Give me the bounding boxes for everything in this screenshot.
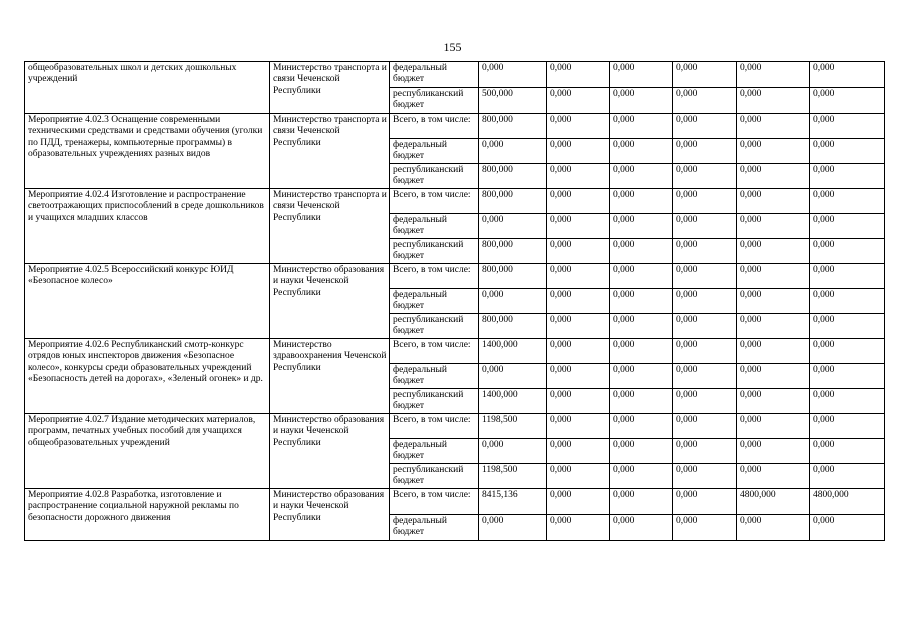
amount-cell: 0,000: [673, 439, 737, 464]
amount-cell: 0,000: [547, 264, 610, 289]
amount-cell: 0,000: [673, 364, 737, 389]
amount-cell: 0,000: [547, 164, 610, 189]
measure-label: общеобразовательных школ и детских дошкольных учреждений: [25, 62, 270, 114]
amount-cell: 4800,000: [810, 489, 885, 515]
funding-source: республиканский бюджет: [390, 464, 479, 489]
amount-cell: 0,000: [673, 515, 737, 541]
amount-cell: 0,000: [610, 264, 673, 289]
amount-cell: 0,000: [673, 214, 737, 239]
amount-cell: 0,000: [810, 439, 885, 464]
amount-cell: 0,000: [610, 88, 673, 114]
amount-cell: 0,000: [737, 414, 810, 439]
amount-cell: 0,000: [810, 515, 885, 541]
amount-cell: 0,000: [810, 414, 885, 439]
amount-cell: 0,000: [547, 464, 610, 489]
amount-cell: 0,000: [737, 289, 810, 314]
amount-cell: 0,000: [673, 139, 737, 164]
amount-cell: 0,000: [737, 364, 810, 389]
amount-cell: 0,000: [610, 62, 673, 88]
executor-cell: Министерство образования и науки Чеченской Республики: [270, 489, 390, 541]
funding-source: Всего, в том числе:: [390, 414, 479, 439]
measure-label: Мероприятие 4.02.4 Изготовление и распространение светоотражающих приспособлений в среде дошкольников и учащихся младших классов: [25, 189, 270, 264]
funding-source: республиканский бюджет: [390, 389, 479, 414]
measure-label: Мероприятие 4.02.6 Республиканский смотр-конкурс отрядов юных инспекторов движения «Безопасное колесо», конкурсы среди образовательных учреждений «Безопасность детей на дорогах», «Зеленый огонек» и др.: [25, 339, 270, 414]
amount-cell: 0,000: [673, 264, 737, 289]
amount-cell: 800,000: [479, 314, 547, 339]
amount-cell: 800,000: [479, 264, 547, 289]
amount-cell: 0,000: [810, 314, 885, 339]
amount-cell: 0,000: [547, 114, 610, 139]
amount-cell: 0,000: [810, 289, 885, 314]
amount-cell: 0,000: [737, 88, 810, 114]
amount-cell: 0,000: [737, 239, 810, 264]
amount-cell: 0,000: [547, 515, 610, 541]
amount-cell: 0,000: [610, 214, 673, 239]
funding-source: Всего, в том числе:: [390, 264, 479, 289]
amount-cell: 0,000: [810, 464, 885, 489]
amount-cell: 500,000: [479, 88, 547, 114]
table-row: [25, 189, 885, 214]
amount-cell: 0,000: [479, 289, 547, 314]
amount-cell: 0,000: [673, 62, 737, 88]
funding-source: республиканский бюджет: [390, 314, 479, 339]
amount-cell: 4800,000: [737, 489, 810, 515]
amount-cell: 0,000: [547, 339, 610, 364]
amount-cell: 0,000: [610, 364, 673, 389]
amount-cell: 0,000: [673, 339, 737, 364]
amount-cell: 0,000: [810, 88, 885, 114]
amount-cell: 0,000: [479, 139, 547, 164]
amount-cell: 0,000: [547, 414, 610, 439]
funding-source: федеральный бюджет: [390, 364, 479, 389]
table-row: [25, 62, 885, 88]
amount-cell: 0,000: [479, 364, 547, 389]
amount-cell: 0,000: [810, 114, 885, 139]
amount-cell: 0,000: [610, 515, 673, 541]
amount-cell: 0,000: [737, 164, 810, 189]
amount-cell: 0,000: [610, 239, 673, 264]
table-row: [25, 339, 885, 364]
amount-cell: 0,000: [610, 164, 673, 189]
executor-cell: Министерство образования и науки Чеченской Республики: [270, 264, 390, 339]
amount-cell: 800,000: [479, 164, 547, 189]
amount-cell: 800,000: [479, 189, 547, 214]
amount-cell: 0,000: [673, 164, 737, 189]
amount-cell: 0,000: [737, 62, 810, 88]
funding-source: федеральный бюджет: [390, 289, 479, 314]
executor-cell: Министерство образования и науки Чеченской Республики: [270, 414, 390, 489]
amount-cell: 0,000: [547, 62, 610, 88]
amount-cell: 0,000: [737, 314, 810, 339]
amount-cell: 0,000: [810, 239, 885, 264]
amount-cell: 0,000: [737, 114, 810, 139]
amount-cell: 0,000: [479, 439, 547, 464]
amount-cell: 0,000: [673, 114, 737, 139]
measure-label: Мероприятие 4.02.3 Оснащение современными техническими средствами и средствами обучения (уголки по ПДД, тренажеры, компьютерные программы) в образовательных учреждениях разных видов: [25, 114, 270, 189]
amount-cell: 0,000: [810, 364, 885, 389]
amount-cell: 1400,000: [479, 389, 547, 414]
amount-cell: 0,000: [547, 364, 610, 389]
amount-cell: 0,000: [737, 189, 810, 214]
amount-cell: 0,000: [673, 314, 737, 339]
amount-cell: 0,000: [673, 239, 737, 264]
amount-cell: 0,000: [610, 139, 673, 164]
executor-cell: Министерство транспорта и связи Чеченской Республики: [270, 189, 390, 264]
amount-cell: 0,000: [610, 414, 673, 439]
executor-cell: Министерство транспорта и связи Чеченской Республики: [270, 114, 390, 189]
amount-cell: 0,000: [673, 289, 737, 314]
amount-cell: 0,000: [610, 314, 673, 339]
amount-cell: 0,000: [610, 289, 673, 314]
amount-cell: 0,000: [737, 389, 810, 414]
amount-cell: 0,000: [610, 389, 673, 414]
table-row: [25, 414, 885, 439]
amount-cell: 1400,000: [479, 339, 547, 364]
funding-source: Всего, в том числе:: [390, 189, 479, 214]
amount-cell: 0,000: [810, 164, 885, 189]
executor-cell: Министерство здравоохранения Чеченской Республики: [270, 339, 390, 414]
amount-cell: 0,000: [737, 515, 810, 541]
amount-cell: 0,000: [547, 139, 610, 164]
amount-cell: 0,000: [673, 489, 737, 515]
funding-source: Всего, в том числе:: [390, 114, 479, 139]
measure-label: Мероприятие 4.02.7 Издание методических материалов, программ, печатных учебных пособий для учащихся общеобразовательных учреждений: [25, 414, 270, 489]
amount-cell: 0,000: [737, 339, 810, 364]
amount-cell: 0,000: [673, 389, 737, 414]
funding-source: республиканский бюджет: [390, 239, 479, 264]
amount-cell: 0,000: [610, 489, 673, 515]
amount-cell: 0,000: [610, 439, 673, 464]
amount-cell: 0,000: [610, 189, 673, 214]
funding-source: федеральный бюджет: [390, 214, 479, 239]
funding-source: федеральный бюджет: [390, 139, 479, 164]
amount-cell: 0,000: [737, 439, 810, 464]
amount-cell: 0,000: [673, 414, 737, 439]
amount-cell: 0,000: [479, 214, 547, 239]
amount-cell: 1198,500: [479, 464, 547, 489]
amount-cell: 0,000: [810, 264, 885, 289]
funding-source: республиканский бюджет: [390, 164, 479, 189]
amount-cell: 0,000: [479, 515, 547, 541]
funding-source: республиканский бюджет: [390, 88, 479, 114]
amount-cell: 0,000: [737, 214, 810, 239]
amount-cell: 0,000: [673, 88, 737, 114]
amount-cell: 1198,500: [479, 414, 547, 439]
amount-cell: 0,000: [810, 389, 885, 414]
amount-cell: 0,000: [547, 239, 610, 264]
measure-label: Мероприятие 4.02.8 Разработка, изготовление и распространение социальной наружной рекламы по безопасности дорожного движения: [25, 489, 270, 541]
amount-cell: 0,000: [547, 439, 610, 464]
amount-cell: 0,000: [547, 189, 610, 214]
amount-cell: 0,000: [673, 189, 737, 214]
measure-label: Мероприятие 4.02.5 Всероссийский конкурс ЮИД «Безопасное колесо»: [25, 264, 270, 339]
table-row: [25, 264, 885, 289]
table-row: [25, 489, 885, 515]
amount-cell: 0,000: [810, 62, 885, 88]
amount-cell: 8415,136: [479, 489, 547, 515]
amount-cell: 0,000: [479, 62, 547, 88]
page-number: 155: [443, 40, 462, 54]
amount-cell: 0,000: [547, 489, 610, 515]
funding-source: Всего, в том числе:: [390, 339, 479, 364]
funding-source: федеральный бюджет: [390, 62, 479, 88]
amount-cell: 0,000: [547, 289, 610, 314]
amount-cell: 0,000: [673, 464, 737, 489]
amount-cell: 0,000: [810, 189, 885, 214]
funding-source: федеральный бюджет: [390, 515, 479, 541]
amount-cell: 0,000: [810, 139, 885, 164]
amount-cell: 0,000: [547, 389, 610, 414]
amount-cell: 0,000: [610, 114, 673, 139]
funding-source: Всего, в том числе:: [390, 489, 479, 515]
amount-cell: 0,000: [737, 264, 810, 289]
amount-cell: 0,000: [547, 314, 610, 339]
budget-table: [24, 61, 885, 541]
amount-cell: 0,000: [737, 139, 810, 164]
executor-cell: Министерство транспорта и связи Чеченской Республики: [270, 62, 390, 114]
amount-cell: 0,000: [737, 464, 810, 489]
amount-cell: 0,000: [610, 339, 673, 364]
amount-cell: 800,000: [479, 114, 547, 139]
amount-cell: 0,000: [547, 88, 610, 114]
amount-cell: 0,000: [547, 214, 610, 239]
table-row: [25, 114, 885, 139]
amount-cell: 800,000: [479, 239, 547, 264]
table-body: [25, 62, 885, 541]
amount-cell: 0,000: [810, 339, 885, 364]
amount-cell: 0,000: [810, 214, 885, 239]
amount-cell: 0,000: [610, 464, 673, 489]
funding-source: федеральный бюджет: [390, 439, 479, 464]
